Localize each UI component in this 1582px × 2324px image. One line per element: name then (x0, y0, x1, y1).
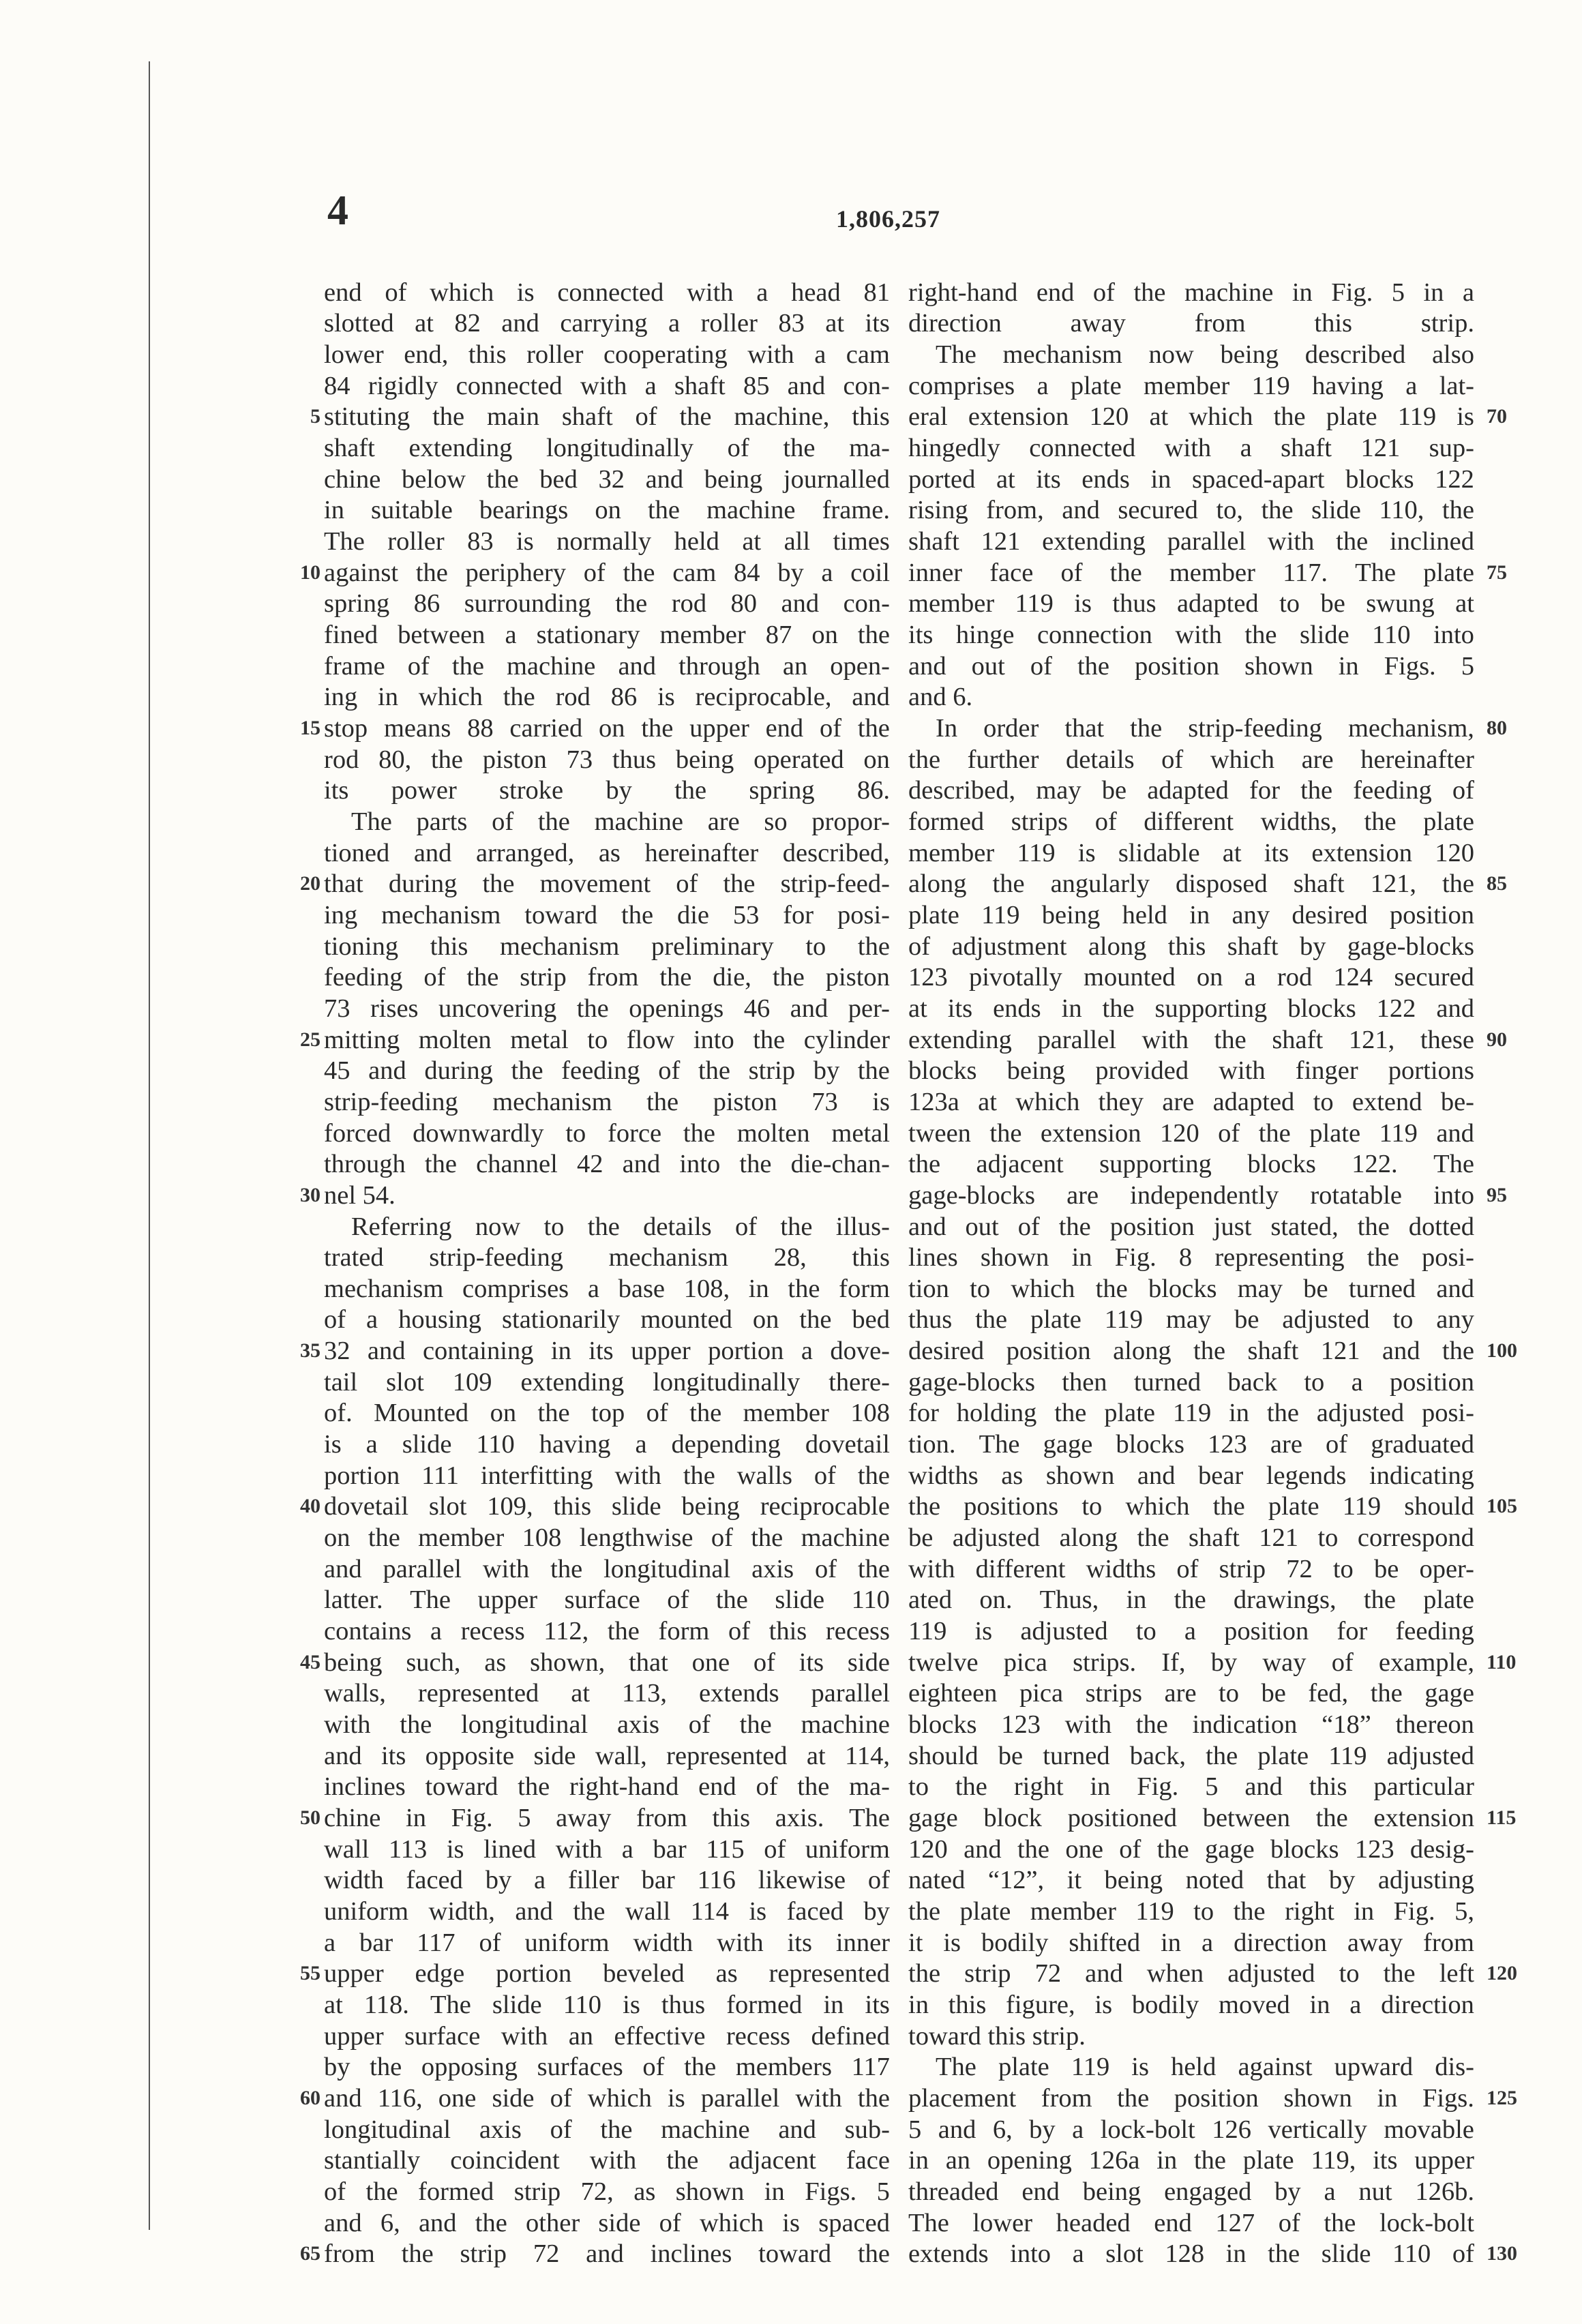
text-line: upper edge portion beveled as represented (324, 1959, 890, 1988)
text-line: The plate 119 is held against upward dis- (936, 2053, 1474, 2082)
line-number: 10 (300, 561, 320, 584)
text-line: it is bodily shifted in a direction away from (908, 1928, 1474, 1957)
line-number: 15 (300, 717, 320, 740)
text-line: tioned and arranged, as hereinafter described, (324, 838, 890, 867)
text-line: formed strips of different widths, the plate (908, 807, 1474, 836)
text-line: a bar 117 of uniform width with its inner (324, 1928, 890, 1957)
text-line: width faced by a filler bar 116 likewise of (324, 1866, 890, 1895)
text-line: by the opposing surfaces of the members 117 (324, 2053, 890, 2082)
text-line: slotted at 82 and carrying a roller 83 at its (324, 309, 890, 338)
text-line: 123 pivotally mounted on a rod 124 secured (908, 963, 1474, 992)
line-number: 130 (1487, 2242, 1517, 2265)
text-line: thus the plate 119 may be adjusted to any (908, 1305, 1474, 1335)
text-line: spring 86 surrounding the rod 80 and con- (324, 589, 890, 619)
text-line: dovetail slot 109, this slide being reciprocable (324, 1492, 890, 1521)
text-line: with different widths of strip 72 to be oper- (908, 1554, 1474, 1583)
line-number: 110 (1487, 1650, 1517, 1673)
text-line: the plate member 119 to the right in Fig. 5, (908, 1896, 1474, 1926)
text-line: gage-blocks then turned back to a position (908, 1367, 1474, 1397)
text-line: contains a recess 112, the form of this recess (324, 1617, 890, 1646)
text-line: rising from, and secured to, the slide 110, the (908, 496, 1474, 525)
line-number: 90 (1487, 1028, 1507, 1051)
text-line: of a housing stationarily mounted on the bed (324, 1305, 890, 1335)
line-number: 105 (1487, 1495, 1517, 1518)
text-line: walls, represented at 113, extends parallel (324, 1679, 890, 1708)
text-line: at its ends in the supporting blocks 122 and (908, 994, 1474, 1023)
text-line: upper surface with an effective recess defined (324, 2021, 890, 2051)
text-line: tion to which the blocks may be turned and (908, 1274, 1474, 1303)
text-line: stituting the main shaft of the machine, this (324, 402, 890, 432)
text-line: of the formed strip 72, as shown in Figs. 5 (324, 2177, 890, 2206)
text-line: 45 and during the feeding of the strip by the (324, 1056, 890, 1086)
text-line: uniform width, and the wall 114 is faced by (324, 1896, 890, 1926)
text-line: eighteen pica strips are to be fed, the gage (908, 1679, 1474, 1708)
text-line: frame of the machine and through an open- (324, 651, 890, 681)
text-line: twelve pica strips. If, by way of example, (908, 1648, 1474, 1677)
text-line: is a slide 110 having a depending dovetail (324, 1430, 890, 1459)
text-line: and 116, one side of which is parallel with the (324, 2083, 890, 2113)
line-number: 25 (300, 1028, 320, 1051)
patent-number: 1,806,257 (836, 205, 940, 233)
text-line: comprises a plate member 119 having a lat- (908, 371, 1474, 400)
text-line: rod 80, the piston 73 thus being operated on (324, 745, 890, 774)
text-line: from the strip 72 and inclines toward the (324, 2239, 890, 2269)
text-line: on the member 108 lengthwise of the machine (324, 1523, 890, 1553)
line-number: 5 (310, 405, 320, 428)
text-line: 119 is adjusted to a position for feeding (908, 1617, 1474, 1646)
text-line: ing in which the rod 86 is reciprocable, and (324, 683, 890, 712)
text-line: at 118. The slide 110 is thus formed in its (324, 1990, 890, 2019)
text-line: shaft 121 extending parallel with the inclined (908, 527, 1474, 556)
line-number: 75 (1487, 561, 1507, 584)
line-number: 60 (300, 2086, 320, 2109)
text-line: lines shown in Fig. 8 representing the posi- (908, 1243, 1474, 1272)
text-line: in suitable bearings on the machine frame. (324, 496, 890, 525)
text-line: the strip 72 and when adjusted to the left (908, 1959, 1474, 1988)
line-number: 80 (1487, 717, 1507, 740)
text-line: and its opposite side wall, represented at 114, (324, 1741, 890, 1770)
text-line: fined between a stationary member 87 on the (324, 621, 890, 650)
text-line: placement from the position shown in Figs. (908, 2083, 1474, 2113)
text-line: extending parallel with the shaft 121, these (908, 1025, 1474, 1054)
text-line: extends into a slot 128 in the slide 110 of (908, 2239, 1474, 2269)
text-line: 32 and containing in its upper portion a dove- (324, 1337, 890, 1366)
line-number: 30 (300, 1183, 320, 1206)
text-line: 5 and 6, by a lock-bolt 126 vertically movable (908, 2115, 1474, 2144)
text-line: in an opening 126a in the plate 119, its upper (908, 2146, 1474, 2175)
text-line: widths as shown and bear legends indicating (908, 1461, 1474, 1490)
line-number: 55 (300, 1962, 320, 1985)
text-line: inclines toward the right-hand end of the ma- (324, 1772, 890, 1802)
text-line: direction away from this strip. (908, 309, 1474, 338)
line-number: 65 (300, 2242, 320, 2265)
text-line: toward this strip. (908, 2021, 1086, 2051)
text-line: latter. The upper surface of the slide 110 (324, 1585, 890, 1615)
text-line: and 6, and the other side of which is spaced (324, 2208, 890, 2237)
text-line: tween the extension 120 of the plate 119 and (908, 1118, 1474, 1148)
binding-margin-line (149, 61, 150, 2230)
text-line: be adjusted along the shaft 121 to correspond (908, 1523, 1474, 1553)
text-line: forced downwardly to force the molten metal (324, 1118, 890, 1148)
text-line: nel 54. (324, 1180, 395, 1210)
line-number: 35 (300, 1339, 320, 1362)
text-line: gage-blocks are independently rotatable into (908, 1180, 1474, 1210)
line-number: 40 (300, 1495, 320, 1518)
text-line: should be turned back, the plate 119 adjusted (908, 1741, 1474, 1770)
text-line: end of which is connected with a head 81 (324, 278, 890, 307)
text-line: desired position along the shaft 121 and the (908, 1337, 1474, 1366)
text-line: ated on. Thus, in the drawings, the plate (908, 1585, 1474, 1615)
text-column-left (324, 277, 890, 2269)
text-line: The roller 83 is normally held at all times (324, 527, 890, 556)
text-line: described, may be adapted for the feeding of (908, 776, 1474, 805)
text-line: with the longitudinal axis of the machine (324, 1710, 890, 1740)
text-line: its power stroke by the spring 86. (324, 776, 890, 805)
line-number: 115 (1487, 1806, 1517, 1829)
text-line: lower end, this roller cooperating with a cam (324, 340, 890, 370)
text-line: feeding of the strip from the die, the piston (324, 963, 890, 992)
line-number: 120 (1487, 1962, 1517, 1985)
text-line: 123a at which they are adapted to extend be- (908, 1087, 1474, 1116)
text-line: right-hand end of the machine in Fig. 5 in a (908, 278, 1474, 307)
text-line: eral extension 120 at which the plate 119 is (908, 402, 1474, 432)
text-line: stop means 88 carried on the upper end of the (324, 714, 890, 743)
text-line: being such, as shown, that one of its side (324, 1648, 890, 1677)
text-line: ing mechanism toward the die 53 for posi- (324, 900, 890, 929)
text-line: chine below the bed 32 and being journalled (324, 464, 890, 494)
line-number: 85 (1487, 872, 1507, 895)
text-line: strip-feeding mechanism the piston 73 is (324, 1087, 890, 1116)
text-line: that during the movement of the strip-feed- (324, 869, 890, 899)
text-line: chine in Fig. 5 away from this axis. The (324, 1803, 890, 1832)
text-line: for holding the plate 119 in the adjusted posi- (908, 1399, 1474, 1428)
text-line: 120 and the one of the gage blocks 123 desig- (908, 1834, 1474, 1864)
text-line: of. Mounted on the top of the member 108 (324, 1399, 890, 1428)
text-line: nated “12”, it being noted that by adjusting (908, 1866, 1474, 1895)
line-number: 20 (300, 872, 320, 895)
text-line: tail slot 109 extending longitudinally there- (324, 1367, 890, 1397)
text-line: and parallel with the longitudinal axis of the (324, 1554, 890, 1583)
text-line: In order that the strip-feeding mechanism, (936, 714, 1474, 743)
text-line: wall 113 is lined with a bar 115 of uniform (324, 1834, 890, 1864)
text-line: The lower headed end 127 of the lock-bolt (908, 2208, 1474, 2237)
text-line: blocks 123 with the indication “18” thereon (908, 1710, 1474, 1740)
text-line: Referring now to the details of the illus- (351, 1212, 890, 1241)
text-line: against the periphery of the cam 84 by a coil (324, 558, 890, 587)
text-line: threaded end being engaged by a nut 126b. (908, 2177, 1474, 2206)
text-line: member 119 is thus adapted to be swung at (908, 589, 1474, 619)
text-line: plate 119 being held in any desired position (908, 900, 1474, 929)
text-line: trated strip-feeding mechanism 28, this (324, 1243, 890, 1272)
text-line: the further details of which are hereinafter (908, 745, 1474, 774)
text-line: and out of the position shown in Figs. 5 (908, 651, 1474, 681)
text-column-right (908, 277, 1474, 2269)
line-number: 45 (300, 1650, 320, 1673)
text-line: gage block positioned between the extension (908, 1803, 1474, 1832)
text-line: inner face of the member 117. The plate (908, 558, 1474, 587)
text-line: hingedly connected with a shaft 121 sup- (908, 434, 1474, 463)
text-line: blocks being provided with finger portions (908, 1056, 1474, 1086)
text-line: 73 rises uncovering the openings 46 and per- (324, 994, 890, 1023)
line-number: 70 (1487, 405, 1507, 428)
text-line: its hinge connection with the slide 110 into (908, 621, 1474, 650)
text-line: tion. The gage blocks 123 are of graduated (908, 1430, 1474, 1459)
text-line: to the right in Fig. 5 and this particular (908, 1772, 1474, 1802)
page-number: 4 (327, 188, 348, 234)
text-line: mitting molten metal to flow into the cylinder (324, 1025, 890, 1054)
text-line: mechanism comprises a base 108, in the form (324, 1274, 890, 1303)
text-line: portion 111 interfitting with the walls of the (324, 1461, 890, 1490)
text-line: stantially coincident with the adjacent face (324, 2146, 890, 2175)
text-line: through the channel 42 and into the die-chan- (324, 1150, 890, 1179)
text-line: The mechanism now being described also (936, 340, 1474, 370)
line-number: 100 (1487, 1339, 1517, 1362)
text-line: member 119 is slidable at its extension 120 (908, 838, 1474, 867)
text-line: tioning this mechanism preliminary to the (324, 932, 890, 961)
text-line: and out of the position just stated, the dotted (908, 1212, 1474, 1241)
text-line: along the angularly disposed shaft 121, the (908, 869, 1474, 899)
text-line: the adjacent supporting blocks 122. The (908, 1150, 1474, 1179)
line-number: 125 (1487, 2086, 1517, 2109)
text-line: shaft extending longitudinally of the ma- (324, 434, 890, 463)
text-line: The parts of the machine are so propor- (351, 807, 890, 836)
line-number: 95 (1487, 1183, 1507, 1206)
text-line: 84 rigidly connected with a shaft 85 and con- (324, 371, 890, 400)
text-line: of adjustment along this shaft by gage-blocks (908, 932, 1474, 961)
text-line: longitudinal axis of the machine and sub- (324, 2115, 890, 2144)
line-number: 50 (300, 1806, 320, 1829)
text-line: in this figure, is bodily moved in a direction (908, 1990, 1474, 2019)
text-line: ported at its ends in spaced-apart blocks 122 (908, 464, 1474, 494)
text-line: and 6. (908, 683, 973, 712)
text-line: the positions to which the plate 119 should (908, 1492, 1474, 1521)
